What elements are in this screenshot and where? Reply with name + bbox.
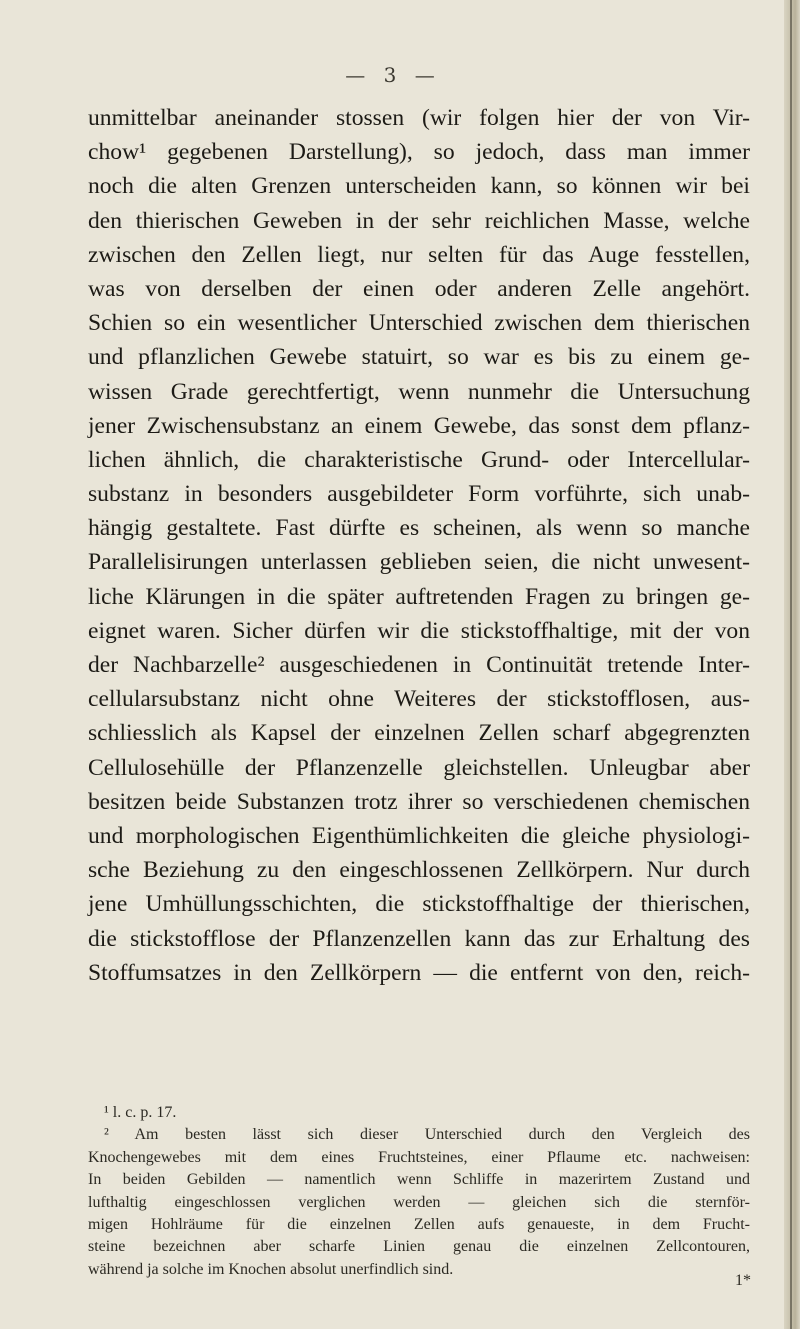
text-line: Parallelisirungen unterlassen geblieben seien, die nicht unwesent- — [88, 549, 750, 576]
text-line: jene Umhüllungsschichten, die stickstoffhaltige der thierischen, — [88, 891, 750, 918]
text-line: Cellulosehülle der Pflanzenzelle gleichstellen. Unleugbar aber — [88, 754, 750, 781]
text-line: substanz in besonders ausgebildeter Form vorführte, sich unab- — [88, 481, 750, 508]
text-line: den thierischen Geweben in der sehr reichlichen Masse, welche — [88, 207, 750, 234]
text-line: noch die alten Grenzen unterscheiden kann, so können wir bei — [88, 173, 750, 200]
footnote-2-line: In beiden Gebilden — namentlich wenn Schliffe in mazerirtem Zustand und — [88, 1171, 750, 1189]
text-line: Schien so ein wesentlicher Unterschied zwischen dem thierischen — [88, 310, 750, 337]
text-line: liche Klärungen in die später auftretenden Fragen zu bringen ge- — [88, 583, 750, 610]
body-text — [88, 101, 750, 990]
page-edge — [784, 0, 800, 1329]
text-line: unmittelbar aneinander stossen (wir folgen hier der von Vir- — [88, 105, 750, 131]
text-line: die stickstofflose der Pflanzenzellen kann das zur Erhaltung des — [88, 925, 750, 952]
footnote-1: ¹ l. c. p. 17. — [104, 1104, 177, 1121]
footnote-2-line: lufthaltig eingeschlossen verglichen werden — gleichen sich die sternför- — [88, 1193, 750, 1211]
text-line: zwischen den Zellen liegt, nur selten für das Auge fesstellen, — [88, 241, 750, 268]
footnote-2-line: ² Am besten lässt sich dieser Unterschied durch den Vergleich des — [104, 1126, 750, 1144]
text-line: sche Beziehung zu den eingeschlossenen Zellkörpern. Nur durch — [88, 857, 750, 884]
text-line: Stoffumsatzes in den Zellkörpern — die entfernt von den, reich- — [88, 959, 750, 986]
text-line: wissen Grade gerechtfertigt, wenn nunmehr die Untersuchung — [88, 378, 750, 405]
text-line: und morphologischen Eigenthümlichkeiten die gleiche physiologi- — [88, 822, 750, 849]
text-line: der Nachbarzelle² ausgeschiedenen in Continuität tretende Inter- — [88, 652, 750, 678]
footnote-2-line: migen Hohlräume für die einzelnen Zellen aufs genaueste, in dem Frucht- — [88, 1215, 750, 1233]
text-line: was von derselben der einen oder anderen Zelle angehört. — [88, 275, 750, 302]
text-line: cellularsubstanz nicht ohne Weiteres der stickstofflosen, aus- — [88, 686, 750, 713]
text-line: schliesslich als Kapsel der einzelnen Zellen scharf abgegrenzten — [88, 720, 750, 747]
text-line: hängig gestaltete. Fast dürfte es scheinen, als wenn so manche — [88, 515, 750, 542]
text-line: und pflanzlichen Gewebe statuirt, so war es bis zu einem ge- — [88, 344, 750, 371]
binding-line — [790, 0, 792, 1329]
page-number: — 3 — — [345, 63, 441, 87]
footnote-2-line: Knochengewebes mit dem eines Fruchtsteines, einer Pflaume etc. nachweisen: — [88, 1148, 750, 1166]
footnote-2-line: während ja solche im Knochen absolut unerfindlich sind. — [88, 1260, 454, 1278]
text-line: besitzen beide Substanzen trotz ihrer so verschiedenen chemischen — [88, 788, 750, 815]
signature-mark: 1* — [735, 1272, 751, 1289]
text-line: chow¹ gegebenen Darstellung), so jedoch, dass man immer — [88, 139, 750, 166]
text-line: jener Zwischensubstanz an einem Gewebe, das sonst dem pflanz- — [88, 412, 750, 439]
text-line: lichen ähnlich, die charakteristische Grund- oder Intercellular- — [88, 446, 750, 473]
footnotes — [88, 1102, 750, 1281]
text-line: eignet waren. Sicher dürfen wir die stickstoffhaltige, mit der von — [88, 617, 750, 644]
footnote-2-line: steine bezeichnen aber scharfe Linien genau die einzelnen Zellcontouren, — [88, 1238, 750, 1256]
